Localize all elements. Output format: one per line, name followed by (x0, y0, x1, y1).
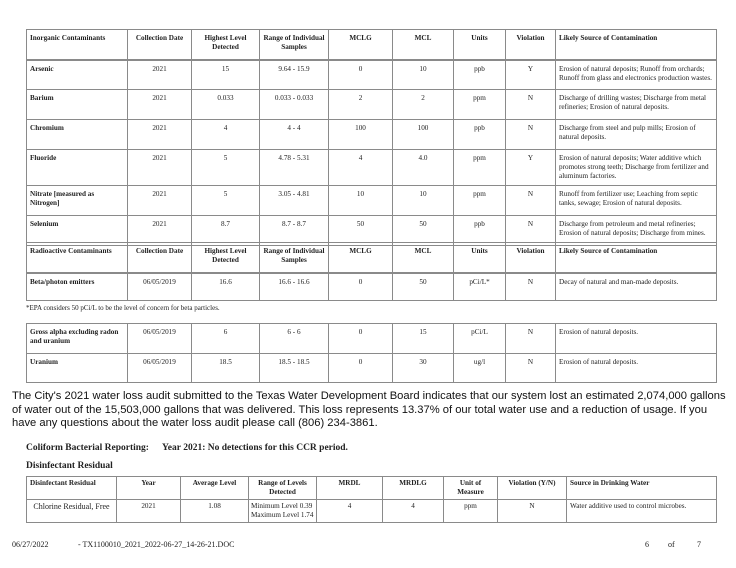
footer-of: of (668, 540, 675, 549)
table-row (27, 120, 717, 150)
table-row (27, 60, 717, 90)
cell-violation: N (506, 324, 556, 354)
header-cell: Disinfectant Residual (27, 477, 117, 500)
cell-mclg: 50 (329, 216, 393, 246)
header-cell: Likely Source of Contamination (556, 30, 717, 60)
header-cell: MCLG (329, 30, 393, 60)
cell-highest: 5 (192, 150, 260, 186)
header-cell: Inorganic Contaminants (27, 30, 128, 60)
cell-range: 0.033 - 0.033 (260, 90, 329, 120)
cell-source: Runoff from fertilizer use; Leaching from septic tanks, sewage; Erosion of natural deposits. (556, 186, 717, 216)
cell-source: Discharge from petroleum and metal refineries; Erosion of natural deposits; Discharge from mines. (556, 216, 717, 246)
cell-mrdl: 4 (317, 500, 383, 523)
water-loss-paragraph: The City's 2021 water loss audit submitted to the Texas Water Development Board indicates that our system lost an estimated 2,074,000 gallons of water out of the 15,503,000 gallons that was delivered. This loss represents 13.37% of our total water use and a reduction of usage. If you have any questions about the water loss audit please call (806) 234-3861. (12, 390, 726, 429)
cell-date: 2021 (128, 150, 192, 186)
inorganic-contaminants-table (26, 29, 717, 246)
header-cell: Year (117, 477, 181, 500)
header-cell: MRDLG (383, 477, 444, 500)
radioactive-contaminants-table-continued (26, 323, 717, 383)
table-row (27, 324, 717, 354)
cell-highest: 5 (192, 186, 260, 216)
cell-mclg: 100 (329, 120, 393, 150)
table-row (27, 90, 717, 120)
header-cell: Violation (Y/N) (498, 477, 567, 500)
cell-highest: 15 (192, 60, 260, 90)
table-row (27, 273, 717, 301)
header-cell: Radioactive Contaminants (27, 243, 128, 273)
table-row (27, 186, 717, 216)
header-cell: Violation (506, 30, 556, 60)
cell-mclg: 2 (329, 90, 393, 120)
cell-unit: ppm (444, 500, 498, 523)
cell-violation: N (498, 500, 567, 523)
cell-mcl: 50 (393, 216, 454, 246)
footer-page-total: 7 (697, 540, 701, 549)
cell-mcl: 4.0 (393, 150, 454, 186)
cell-mrdlg: 4 (383, 500, 444, 523)
header-cell: Range of Levels Detected (249, 477, 317, 500)
header-cell: MCL (393, 243, 454, 273)
cell-source: Erosion of natural deposits. (556, 354, 717, 383)
cell-highest: 6 (192, 324, 260, 354)
range-max: Maximum Level 1.74 (251, 511, 314, 519)
cell-mcl: 10 (393, 60, 454, 90)
table-header-row (27, 243, 717, 273)
header-cell: Range of Individual Samples (260, 30, 329, 60)
footer-date: 06/27/2022 (12, 540, 49, 549)
cell-contaminant: Arsenic (27, 60, 128, 90)
range-min: Minimum Level 0.39 (251, 502, 313, 510)
cell-date: 06/05/2019 (128, 354, 192, 383)
cell-violation: N (506, 120, 556, 150)
cell-highest: 4 (192, 120, 260, 150)
radioactive-contaminants-table (26, 242, 717, 301)
coliform-label: Coliform Bacterial Reporting: (26, 443, 149, 453)
cell-mclg: 0 (329, 273, 393, 301)
disinfectant-title: Disinfectant Residual (26, 461, 113, 471)
header-cell: Range of Individual Samples (260, 243, 329, 273)
cell-mcl: 2 (393, 90, 454, 120)
cell-units: ug/l (454, 354, 506, 383)
table-row (27, 354, 717, 383)
header-cell: Likely Source of Contamination (556, 243, 717, 273)
cell-date: 2021 (128, 90, 192, 120)
cell-date: 06/05/2019 (128, 324, 192, 354)
cell-mclg: 0 (329, 324, 393, 354)
cell-contaminant: Chromium (27, 120, 128, 150)
cell-range: 16.6 - 16.6 (260, 273, 329, 301)
cell-mcl: 15 (393, 324, 454, 354)
cell-mcl: 100 (393, 120, 454, 150)
cell-mclg: 4 (329, 150, 393, 186)
cell-units: ppm (454, 150, 506, 186)
cell-contaminant: Nitrate [measured as Nitrogen] (27, 186, 128, 216)
cell-mcl: 30 (393, 354, 454, 383)
table-row (27, 216, 717, 246)
header-cell: Source in Drinking Water (567, 477, 717, 500)
cell-mcl: 50 (393, 273, 454, 301)
cell-highest: 0.033 (192, 90, 260, 120)
cell-source: Decay of natural and man-made deposits. (556, 273, 717, 301)
header-cell: MCLG (329, 243, 393, 273)
cell-violation: Y (506, 60, 556, 90)
cell-violation: Y (506, 150, 556, 186)
cell-average: 1.08 (181, 500, 249, 523)
cell-highest: 18.5 (192, 354, 260, 383)
cell-source: Erosion of natural deposits; Water additive which promotes strong teeth; Discharge from fertilizer and aluminum factories. (556, 150, 717, 186)
cell-units: ppm (454, 90, 506, 120)
table-header-row (27, 30, 717, 60)
cell-violation: N (506, 216, 556, 246)
header-cell: Collection Date (128, 243, 192, 273)
header-cell: Unit of Measure (444, 477, 498, 500)
cell-range (249, 500, 317, 523)
disinfectant-residual-table (26, 476, 717, 523)
header-cell: Units (454, 30, 506, 60)
cell-source: Discharge of drilling wastes; Discharge from metal refineries; Erosion of natural deposits. (556, 90, 717, 120)
cell-date: 06/05/2019 (128, 273, 192, 301)
cell-units: ppb (454, 60, 506, 90)
header-cell: Units (454, 243, 506, 273)
cell-range: 4 - 4 (260, 120, 329, 150)
coliform-value: Year 2021: No detections for this CCR period. (162, 443, 348, 453)
cell-units: ppm (454, 186, 506, 216)
cell-source: Discharge from steel and pulp mills; Erosion of natural deposits. (556, 120, 717, 150)
cell-violation: N (506, 354, 556, 383)
cell-range: 9.64 - 15.9 (260, 60, 329, 90)
cell-date: 2021 (128, 186, 192, 216)
cell-contaminant: Gross alpha excluding radon and uranium (27, 324, 128, 354)
cell-date: 2021 (128, 60, 192, 90)
cell-range: 8.7 - 8.7 (260, 216, 329, 246)
header-cell: MRDL (317, 477, 383, 500)
cell-range: 18.5 - 18.5 (260, 354, 329, 383)
cell-contaminant: Uranium (27, 354, 128, 383)
cell-year: 2021 (117, 500, 181, 523)
cell-contaminant: Selenium (27, 216, 128, 246)
cell-units: pCi/L* (454, 273, 506, 301)
cell-violation: N (506, 186, 556, 216)
cell-range: 3.05 - 4.81 (260, 186, 329, 216)
cell-mclg: 0 (329, 354, 393, 383)
cell-units: ppb (454, 120, 506, 150)
cell-source: Erosion of natural deposits. (556, 324, 717, 354)
cell-contaminant: Barium (27, 90, 128, 120)
cell-source: Erosion of natural deposits; Runoff from orchards; Runoff from glass and electronics production wastes. (556, 60, 717, 90)
header-cell: Average Level (181, 477, 249, 500)
cell-units: ppb (454, 216, 506, 246)
header-cell: Collection Date (128, 30, 192, 60)
cell-highest: 16.6 (192, 273, 260, 301)
header-cell: MCL (393, 30, 454, 60)
cell-mclg: 10 (329, 186, 393, 216)
beta-particles-note: *EPA considers 50 pCi/L to be the level of concern for beta particles. (26, 304, 220, 312)
footer-page-number: 6 (645, 540, 649, 549)
table-row (27, 500, 717, 523)
cell-date: 2021 (128, 216, 192, 246)
cell-date: 2021 (128, 120, 192, 150)
header-cell: Violation (506, 243, 556, 273)
cell-range: 4.78 - 5.31 (260, 150, 329, 186)
cell-disinfectant: Chlorine Residual, Free (27, 500, 117, 523)
table-header-row (27, 477, 717, 500)
cell-contaminant: Fluoride (27, 150, 128, 186)
cell-violation: N (506, 90, 556, 120)
table-row (27, 150, 717, 186)
cell-highest: 8.7 (192, 216, 260, 246)
cell-units: pCi/L (454, 324, 506, 354)
cell-source: Water additive used to control microbes. (567, 500, 717, 523)
cell-violation: N (506, 273, 556, 301)
cell-range: 6 - 6 (260, 324, 329, 354)
header-cell: Highest Level Detected (192, 243, 260, 273)
footer-filename: - TX1100010_2021_2022-06-27_14-26-21.DOC (78, 540, 235, 549)
cell-mcl: 10 (393, 186, 454, 216)
cell-mclg: 0 (329, 60, 393, 90)
cell-contaminant: Beta/photon emitters (27, 273, 128, 301)
header-cell: Highest Level Detected (192, 30, 260, 60)
